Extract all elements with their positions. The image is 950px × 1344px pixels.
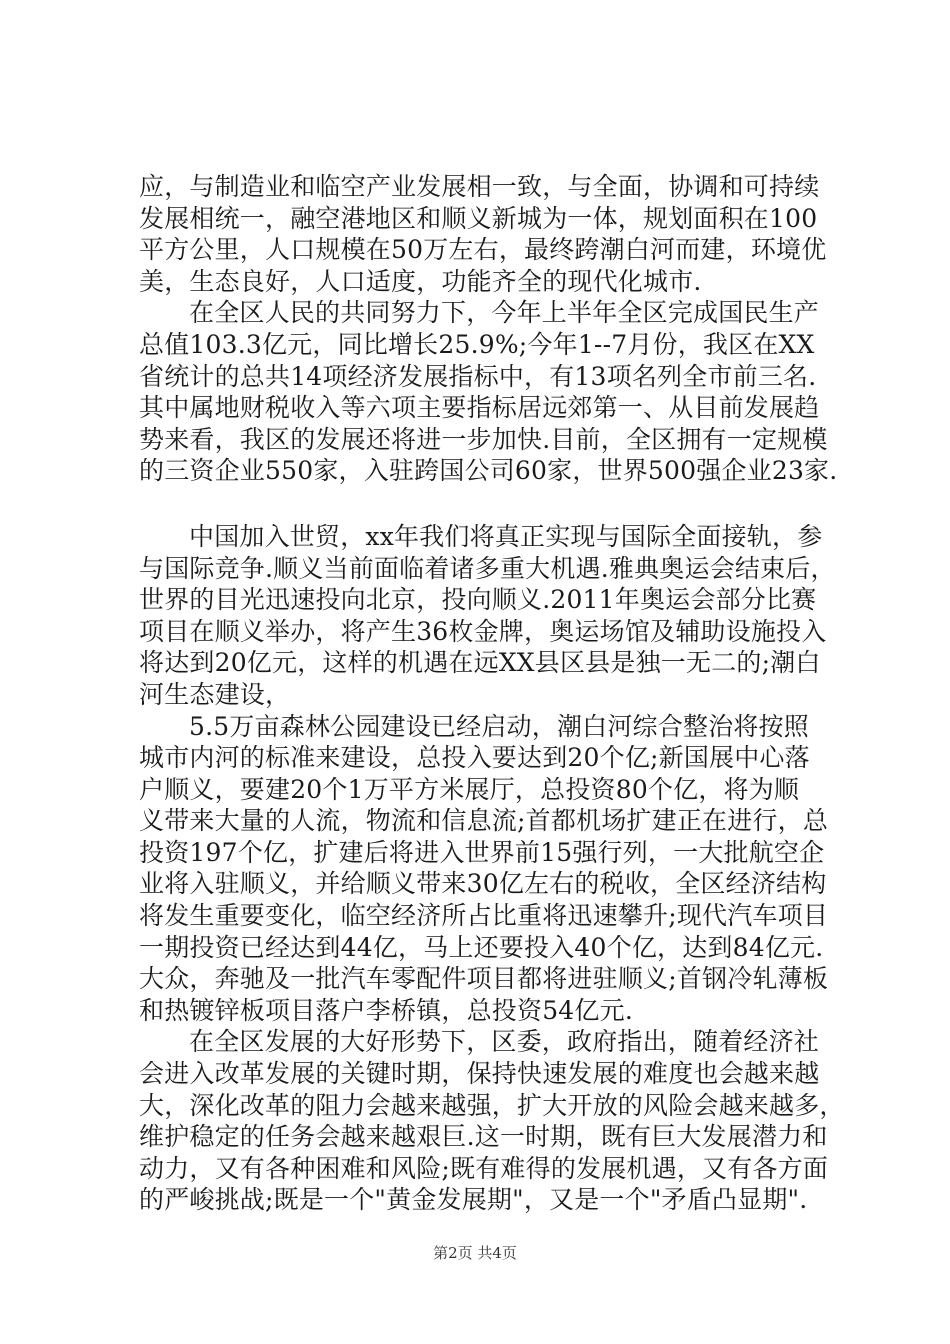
- text-line: 和热镀锌板项目落户李桥镇，总投资54亿元.: [139, 995, 633, 1025]
- text-line: 业将入驻顺义，并给顺义带来30亿左右的税收，全区经济结构: [139, 869, 827, 899]
- paragraph-3: [139, 521, 836, 711]
- text-line: 应，与制造业和临空产业发展相一致，与全面，协调和可持续: [139, 172, 820, 201]
- text-line: 动力，又有各种困难和风险;既有难得的发展机遇，又有各方面: [139, 1153, 829, 1183]
- text-line: 一期投资已经达到44亿，马上还要投入40个亿，达到84亿元.: [139, 932, 824, 962]
- text-line: 项目在顺义举办，将产生36枚金牌，奥运场馆及辅助设施投入: [139, 616, 827, 646]
- paragraph-gap: [139, 487, 829, 521]
- paragraph-1: [139, 171, 829, 297]
- text-line: 世界的目光迅速投向北京，投向顺义.2011年奥运会部分比赛: [139, 585, 817, 615]
- text-line: 平方公里，人口规模在50万左右，最终跨潮白河而建，环境优: [139, 235, 827, 265]
- text-line: 将发生重要变化，临空经济所占比重将迅速攀升;现代汽车项目: [139, 901, 829, 931]
- text-line: 大，深化改革的阻力会越来越强，扩大开放的风险会越来越多，: [139, 1090, 845, 1120]
- paragraph-5: [139, 1026, 845, 1216]
- text-line: 投资197个亿，扩建后将进入世界前15强行列，一大批航空企: [139, 837, 825, 867]
- text-line: 势来看，我区的发展还将进一步加快.目前，全区拥有一定规模: [139, 424, 828, 454]
- text-line: 5.5万亩森林公园建设已经启动，潮白河综合整治将按照: [189, 711, 809, 741]
- text-line: 的三资企业550家，入驻跨国公司60家，世界500强企业23家.: [139, 456, 838, 486]
- text-line: 发展相统一，融空港地区和顺义新城为一体，规划面积在100: [139, 203, 818, 233]
- text-line: 美，生态良好，人口适度，功能齐全的现代化城市.: [139, 266, 702, 296]
- text-line: 河生态建设，: [139, 679, 291, 709]
- text-line: 中国加入世贸，xx年我们将真正实现与国际全面接轨，参: [189, 521, 823, 551]
- text-line: 总值103.3亿元，同比增长25.9%;今年1--7月份，我区在XX: [139, 329, 815, 359]
- text-line: 城市内河的标准来建设，总投入要达到20个亿;新国展中心落: [139, 743, 810, 773]
- text-line: 义带来大量的人流，物流和信息流;首都机场扩建正在进行，总: [139, 806, 829, 836]
- text-line: 的严峻挑战;既是一个"黄金发展期"，又是一个"矛盾凸显期".: [139, 1185, 808, 1215]
- text-line: 会进入改革发展的关键时期，保持快速发展的难度也会越来越: [139, 1059, 820, 1089]
- text-line: 将达到20亿元，这样的机遇在远XX县区县是独一无二的;潮白: [139, 648, 821, 678]
- text-line: 大众，奔驰及一批汽车零配件项目都将进驻顺义;首钢冷轧薄板: [139, 964, 829, 994]
- page-footer: [0, 1243, 950, 1263]
- text-line: 省统计的总共14项经济发展指标中，有13项名列全市前三名.: [139, 361, 817, 391]
- paragraph-4: [139, 711, 829, 1027]
- text-line: 维护稳定的任务会越来越艰巨.这一时期，既有巨大发展潜力和: [139, 1122, 828, 1152]
- text-line: 户顺义，要建20个1万平方米展厅，总投资80个亿，将为顺: [139, 774, 800, 804]
- text-line: 其中属地财税收入等六项主要指标居远郊第一、从目前发展趋: [139, 393, 820, 423]
- text-line: 与国际竞争.顺义当前面临着诸多重大机遇.雅典奥运会结束后，: [139, 553, 836, 583]
- text-line: 在全区发展的大好形势下，区委，政府指出，随着经济社: [189, 1027, 820, 1057]
- paragraph-2: [139, 297, 838, 487]
- text-line: 在全区人民的共同努力下，今年上半年全区完成国民生产: [189, 298, 820, 328]
- document-body: [139, 171, 845, 1216]
- page-number-label: 第2页 共4页: [433, 1244, 517, 1262]
